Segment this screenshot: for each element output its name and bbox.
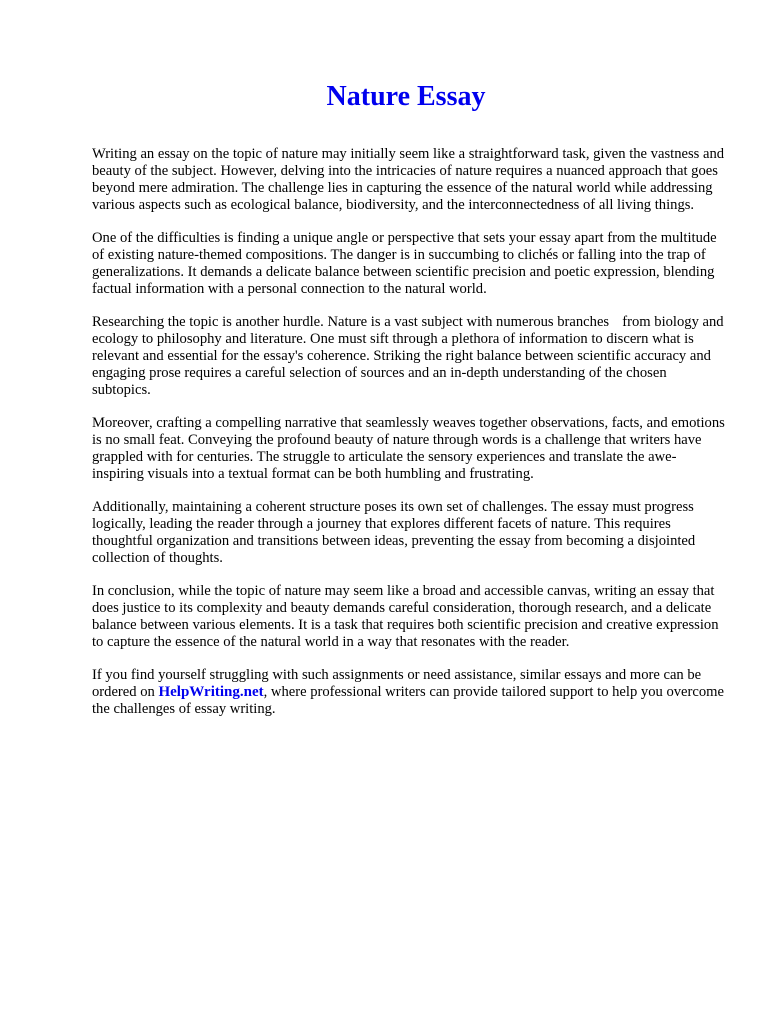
paragraph-research [92,314,728,399]
paragraph-conclusion: In conclusion, while the topic of nature may seem like a broad and accessible canvas, writing an essay that does justice to its complexity and beauty demands careful consideration, thorough research, and a delicate balance between various elements. It is a task that requires both scientific precision and creative expression to capture the essence of the natural world in a way that resonates with the reader. [92,583,719,650]
paragraph-structure: Additionally, maintaining a coherent structure poses its own set of challenges. The essay must progress logically, leading the reader through a journey that explores different facets of nature. This requires thoughtful organization and transitions between ideas, preventing the essay from becoming a disjointed collection of thoughts. [92,499,696,566]
essay-body [92,146,728,734]
helpwriting-link[interactable]: HelpWriting.net [158,684,264,700]
paragraph-promo [92,667,728,718]
paragraph-promo-part2: , where professional writers can provide tailored support to help you overcome the challenges of essay writing. [92,684,724,717]
page-title: Nature Essay [326,81,486,112]
paragraph-difficulties: One of the difficulties is finding a unique angle or perspective that sets your essay apart from the multitude of existing nature-themed compositions. The danger is in succumbing to clichés or falling into the trap of generalizations. It demands a delicate balance between scientific precision and poetic expression, blending factual information with a personal connection to the natural world. [92,230,717,297]
paragraph-intro: Writing an essay on the topic of nature may initially seem like a straightforward task, given the vastness and beauty of the subject. However, delving into the intricacies of nature requires a nuanced approach that goes beyond mere admiration. The challenge lies in capturing the essence of the natural world while addressing various aspects such as ecological balance, biodiversity, and the interconnectedness of all living things. [92,146,725,213]
paragraph-narrative: Moreover, crafting a compelling narrative that seamlessly weaves together observations, facts, and emotions is no small feat. Conveying the profound beauty of nature through words is a challenge that writers have grappled with for centuries. The struggle to articulate the sensory experiences and translate the awe-inspiring visuals into a textual format can be both humbling and frustrating. [92,415,725,482]
paragraph-research-part1: Researching the topic is another hurdle. Nature is a vast subject with numerous branches [92,314,610,330]
paragraph-promo-part1: If you find yourself struggling with such assignments or need assistance, similar essays and more can be ordered on [92,667,702,700]
paragraph-research-part2: from biology and ecology to philosophy and literature. One must sift through a plethora of information to discern what is relevant and essential for the essay's coherence. Striking the right balance between scientific accuracy and engaging prose requires a careful selection of sources and an in-depth understanding of the chosen subtopics. [92,314,724,398]
